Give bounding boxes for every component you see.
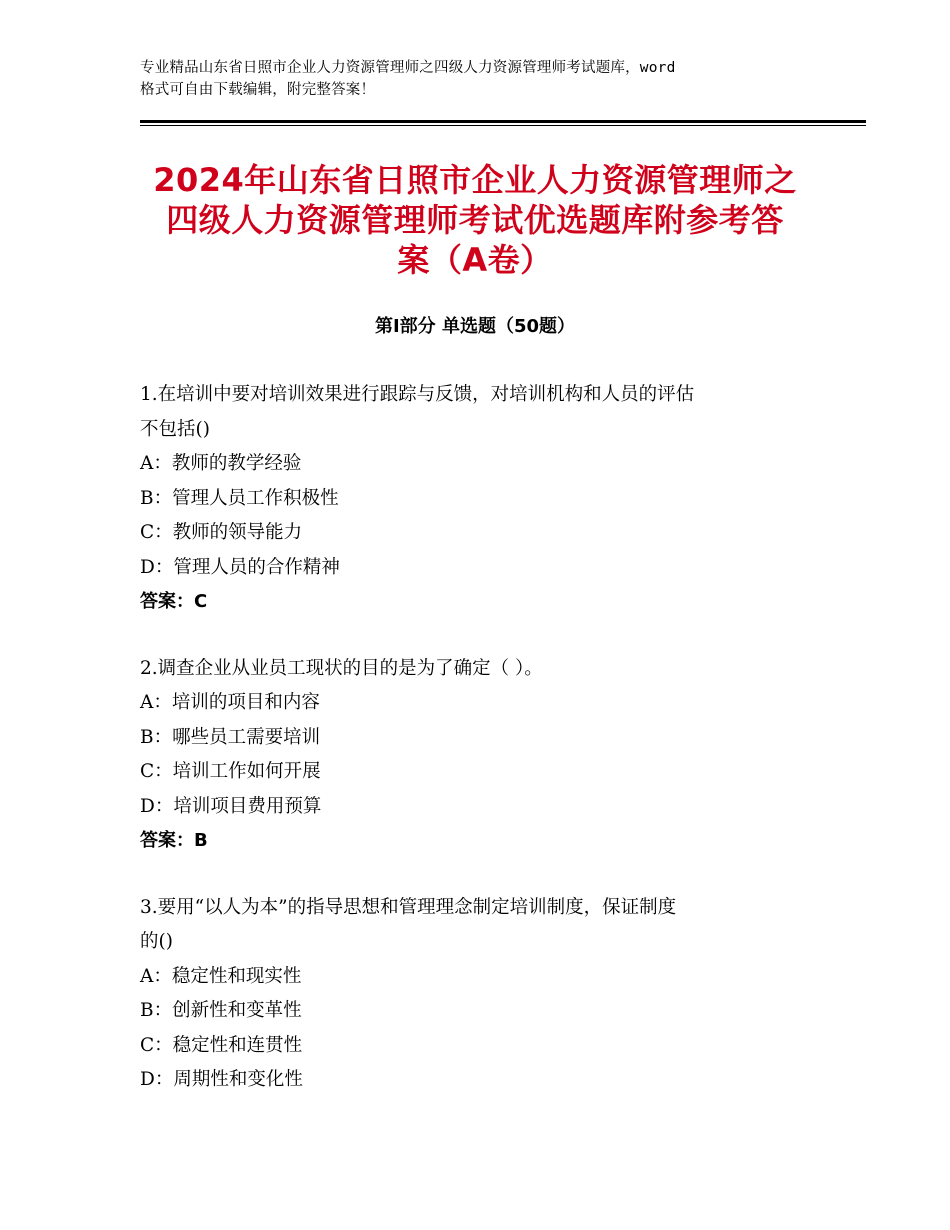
question-list <box>140 378 830 1130</box>
document-title-line-1: 2024年山东省日照市企业人力资源管理师之 <box>153 161 797 199</box>
question-stem-line-1: 1.在培训中要对培训效果进行跟踪与反馈，对培训机构和人员的评估 <box>140 384 695 405</box>
header-note-line-2: 格式可自由下载编辑，附完整答案！ <box>140 82 376 98</box>
question-1 <box>140 378 830 620</box>
question-stem-line-2: 的() <box>140 931 173 952</box>
section-heading: 第Ⅰ部分 单选题（50题） <box>374 316 575 337</box>
header-divider-thick <box>140 120 866 123</box>
option-a: A：培训的项目和内容 <box>140 692 320 713</box>
header-divider-thin <box>140 125 866 126</box>
question-stem-line-1: 3.要用“以人为本”的指导思想和管理理念制定培训制度，保证制度 <box>140 896 677 918</box>
document-title-line-2: 四级人力资源管理师考试优选题库附参考答 <box>166 201 784 239</box>
question-stem-line-2: 不包括() <box>140 418 210 440</box>
option-d: D：周期性和变化性 <box>140 1069 303 1090</box>
question-stem-line-1: 2.调查企业从业员工现状的目的是为了确定（ ）。 <box>140 657 543 679</box>
option-b: B：管理人员工作积极性 <box>140 487 339 509</box>
question-3 <box>140 891 830 1098</box>
document-title-line-3: 案（A卷） <box>397 241 553 279</box>
option-c: C：教师的领导能力 <box>140 522 303 543</box>
answer-key: 答案：B <box>140 830 208 851</box>
question-stem <box>140 891 830 960</box>
option-c: C：稳定性和连贯性 <box>140 1034 303 1056</box>
option-a: A：稳定性和现实性 <box>140 965 302 987</box>
document-title <box>130 160 820 280</box>
option-c: C：培训工作如何开展 <box>140 761 321 782</box>
question-2 <box>140 652 830 859</box>
question-stem <box>140 378 830 447</box>
header-note-line-1: 专业精品山东省日照市企业人力资源管理师之四级人力资源管理师考试题库，word <box>140 60 676 76</box>
option-a: A：教师的教学经验 <box>140 453 302 474</box>
header-note <box>140 57 830 101</box>
option-b: B：创新性和变革性 <box>140 1000 302 1021</box>
answer-key: 答案：C <box>140 591 208 612</box>
option-d: D：管理人员的合作精神 <box>140 556 340 578</box>
question-stem <box>140 652 830 687</box>
option-d: D：培训项目费用预算 <box>140 795 322 817</box>
option-b: B：哪些员工需要培训 <box>140 726 321 748</box>
